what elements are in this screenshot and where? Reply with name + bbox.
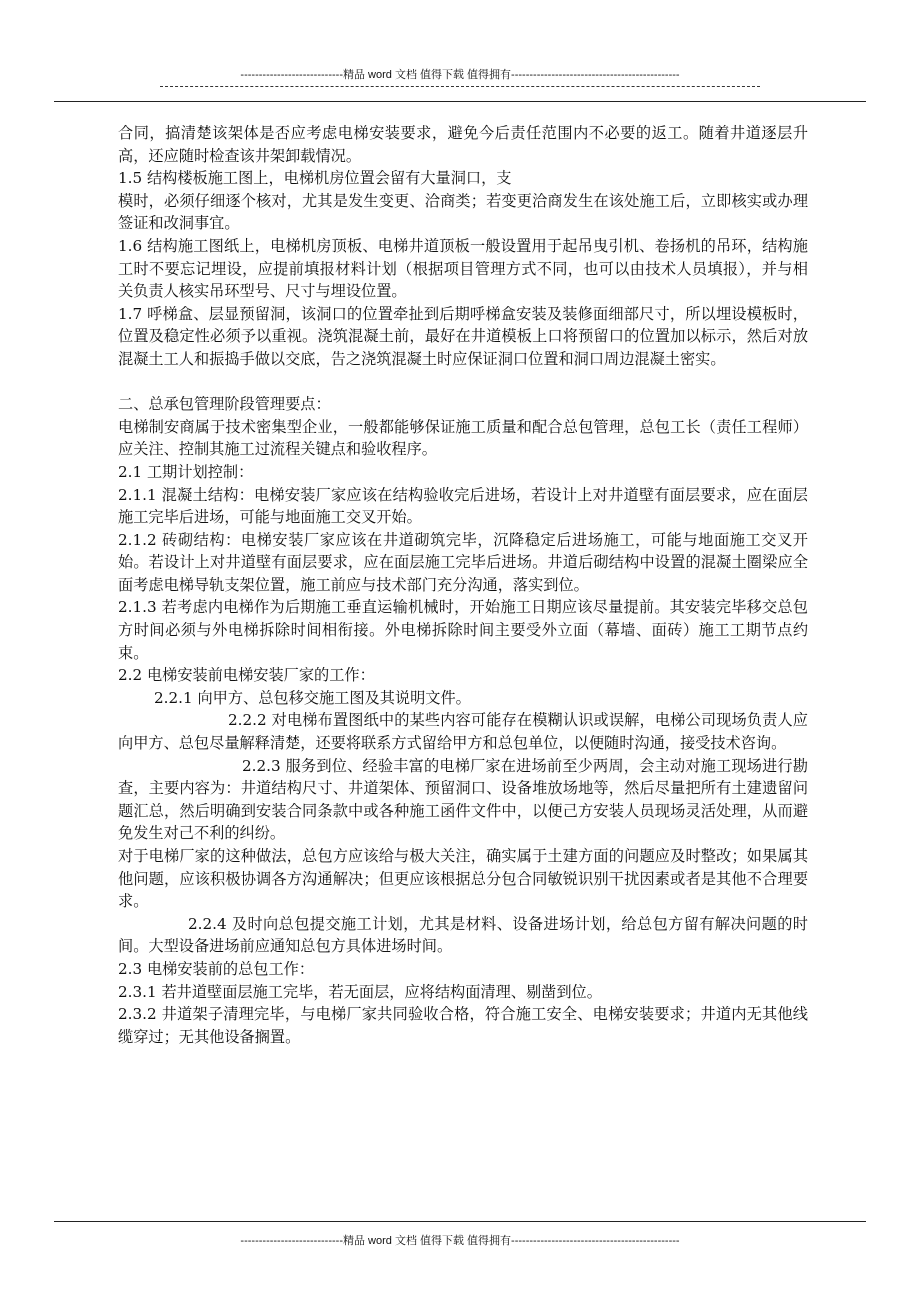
blank-line (118, 371, 808, 394)
paragraph: 2.1.2 砖砌结构：电梯安装厂家应该在井道砌筑完毕，沉降稳定后进场施工，可能与地面施工交叉开始。若设计上对井道壁有面层要求，应在面层施工完毕后进场。井道后砌结构中设置的混凝土圈梁应全面考虑电梯导轨支架位置，施工前应与技术部门充分沟通，落实到位。 (118, 530, 808, 594)
paragraph: 1.6 结构施工图纸上，电梯机房顶板、电梯井道顶板一般设置用于起吊曳引机、卷扬机的吊环，结构施工时不要忘记埋设，应提前填报材料计划（根据项目管理方式不同，也可以由技术人员填报），并与相关负责人核实吊环型号、尺寸与埋设位置。 (118, 236, 808, 301)
paragraph (118, 913, 808, 958)
document-body (118, 122, 808, 1048)
header-rule (54, 101, 866, 102)
header-dashed-line (160, 86, 760, 91)
paragraph: 1.7 呼梯盒、层显预留洞，该洞口的位置牵扯到后期呼梯盒安装及装修面细部尺寸，所以埋设模板时，位置及稳定性必须予以重视。浇筑混凝土前，最好在井道模板上口将预留口的位置加以标示，然后对放混凝土工人和振捣手做以交底，告之浇筑混凝土时应保证洞口位置和洞口周边混凝土密实。 (118, 304, 808, 368)
paragraph: 2.3.1 若井道壁面层施工完毕，若无面层，应将结构面清理、剔凿到位。 (118, 982, 602, 1001)
page-header: ----------------------------精品 word 文档 值得下载 值得拥有---------------------------------------------- (240, 69, 680, 81)
section-heading: 二、总承包管理阶段管理要点： (118, 395, 331, 414)
paragraph: 2.3.2 井道架子清理完毕，与电梯厂家共同验收合格，符合施工安全、电梯安装要求；井道内无其他线缆穿过；无其他设备搁置。 (118, 1005, 808, 1046)
paragraph-text: 2.2.3 服务到位、经验丰富的电梯厂家在进场前至少两周，会主动对施工现场进行勘查，主要内容为：井道结构尺寸、井道架体、预留洞口、设备堆放场地等，然后尽量把所有土建遗留问题汇总，然后明确到安装合同条款中或各种施工函件文件中，以便己方安装人员现场灵活处理，从而避免发生对己不利的纠纷。 (118, 756, 808, 843)
page-footer: ----------------------------精品 word 文档 值得下载 值得拥有---------------------------------------------- (240, 1235, 680, 1247)
paragraph (118, 755, 808, 845)
paragraph: 2.2.1 向甲方、总包移交施工图及其说明文件。 (154, 688, 471, 707)
paragraph-text: 2.2.2 对电梯布置图纸中的某些内容可能存在模糊认识或误解，电梯公司现场负责人应向甲方、总包尽量解释清楚，还要将联系方式留给甲方和总包单位，以便随时沟通，接受技术咨询。 (118, 711, 808, 753)
paragraph: 对于电梯厂家的这种做法，总包方应该给与极大关注，确实属于土建方面的问题应及时整改；如果属其他问题，应该积极协调各方沟通解决；但更应该根据总分包合同敏锐识别干扰因素或者是其他不合理要求。 (118, 847, 808, 911)
paragraph: 2.1 工期计划控制： (118, 462, 254, 481)
paragraph (118, 709, 808, 754)
paragraph: 合同，搞清楚该架体是否应考虑电梯安装要求，避免今后责任范围内不必要的返工。随着井道逐层升高，还应随时检查该井架卸载情况。 (118, 124, 808, 165)
paragraph-text: 2.2.4 及时向总包提交施工计划，尤其是材料、设备进场计划，给总包方留有解决问题的时间。大型设备进场前应通知总包方具体进场时间。 (118, 914, 808, 956)
paragraph: 2.2 电梯安装前电梯安装厂家的工作： (118, 666, 375, 685)
paragraph: 2.3 电梯安装前的总包工作： (118, 959, 315, 978)
paragraph: 模时，必须仔细逐个核对，尤其是发生变更、洽商类；若变更洽商发生在该处施工后，立即核实或办理签证和改洞事宜。 (118, 191, 808, 233)
footer-rule (54, 1221, 866, 1222)
paragraph: 2.1.3 若考虑内电梯作为后期施工垂直运输机械时，开始施工日期应该尽量提前。其安装完毕移交总包方时间必须与外电梯拆除时间相衔接。外电梯拆除时间主要受外立面（幕墙、面砖）施工工期节点约束。 (118, 598, 808, 662)
paragraph: 2.1.1 混凝土结构：电梯安装厂家应该在结构验收完后进场，若设计上对井道壁有面层要求，应在面层施工完毕后进场，可能与地面施工交叉开始。 (118, 485, 808, 527)
paragraph: 1.5 结构楼板施工图上，电梯机房位置会留有大量洞口，支 (118, 169, 512, 188)
paragraph: 电梯制安商属于技术密集型企业，一般都能够保证施工质量和配合总包管理，总包工长（责任工程师）应关注、控制其施工过流程关键点和验收程序。 (118, 417, 808, 459)
